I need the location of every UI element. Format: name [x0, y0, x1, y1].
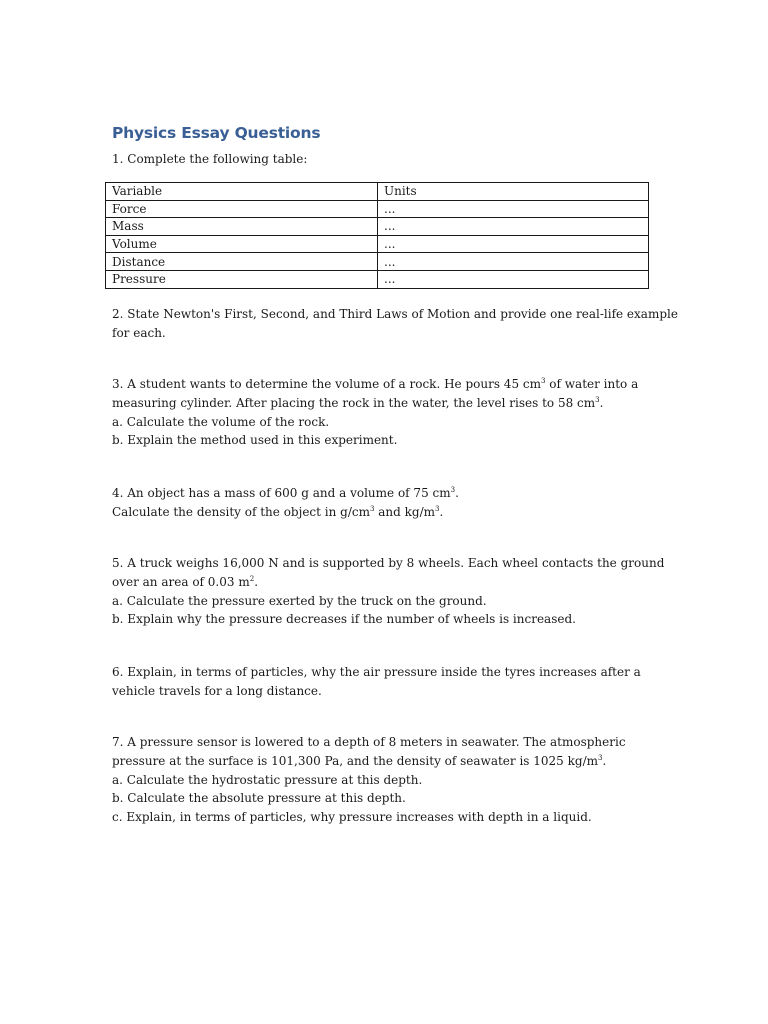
question-3-part-b: b. Explain the method used in this experiment.: [112, 433, 398, 448]
table-header-row: [106, 183, 649, 201]
table-row: [106, 253, 649, 271]
question-4-line-2: Calculate the density of the object in $g/cm^3$ and $kg/m^3$.: [112, 504, 444, 519]
question-3-line-1: 3. A student wants to determine the volume of a rock. He pours 45 $cm^3$ of water into a: [112, 377, 639, 391]
table-cell-variable: Force: [106, 200, 378, 218]
table-cell-variable: Mass: [106, 218, 378, 236]
table-row: [106, 218, 649, 236]
table-cell-units: ...: [378, 200, 649, 218]
question-6-line-2: vehicle travels for a long distance.: [112, 683, 322, 698]
question-7-line-2: pressure at the surface is 101,300 Pa, and the density of seawater is 1025 $kg/m^3$.: [112, 753, 607, 768]
question-2-line-1: 2. State Newton's First, Second, and Third Laws of Motion and provide one real-life example: [112, 307, 678, 321]
table-row: [106, 200, 649, 218]
question-6-line-1: 6. Explain, in terms of particles, why the air pressure inside the tyres increases after a: [112, 665, 641, 679]
question-5-part-b: b. Explain why the pressure decreases if the number of wheels is increased.: [112, 612, 576, 627]
question-6: [112, 663, 672, 701]
question-5-line-2: over an area of 0.03 $m^2$.: [112, 574, 259, 589]
question-5: [112, 554, 672, 629]
table-cell-units: ...: [378, 270, 649, 288]
question-2-line-2: for each.: [112, 325, 166, 340]
table-row: [106, 235, 649, 253]
question-2: [112, 305, 678, 343]
table-header-units: Units: [378, 183, 649, 201]
document-title: Physics Essay Questions: [112, 124, 321, 142]
table-cell-units: ...: [378, 253, 649, 271]
question-7-part-a: a. Calculate the hydrostatic pressure at this depth.: [112, 772, 423, 787]
question-7-part-c: c. Explain, in terms of particles, why pressure increases with depth in a liquid.: [112, 810, 592, 825]
question-3-part-a: a. Calculate the volume of the rock.: [112, 414, 330, 429]
table-row: [106, 270, 649, 288]
question-5-part-a: a. Calculate the pressure exerted by the truck on the ground.: [112, 593, 487, 608]
question-4-line-1: 4. An object has a mass of 600 g and a volume of 75 $cm^3$.: [112, 486, 459, 500]
question-1-prompt: 1. Complete the following table:: [112, 152, 308, 166]
variables-table: [105, 182, 649, 289]
question-3-line-2: measuring cylinder. After placing the rock in the water, the level rises to 58 $cm^3$.: [112, 395, 604, 410]
question-7-line-1: 7. A pressure sensor is lowered to a depth of 8 meters in seawater. The atmospheric: [112, 735, 626, 749]
table-cell-variable: Distance: [106, 253, 378, 271]
table-cell-units: ...: [378, 218, 649, 236]
question-7-part-b: b. Calculate the absolute pressure at this depth.: [112, 791, 406, 806]
question-3: [112, 375, 672, 450]
question-7: [112, 733, 672, 827]
question-5-line-1: 5. A truck weighs 16,000 N and is supported by 8 wheels. Each wheel contacts the ground: [112, 556, 665, 570]
table-cell-variable: Volume: [106, 235, 378, 253]
question-4: [112, 484, 672, 522]
table-header-variable: Variable: [106, 183, 378, 201]
table-cell-variable: Pressure: [106, 270, 378, 288]
table-cell-units: ...: [378, 235, 649, 253]
